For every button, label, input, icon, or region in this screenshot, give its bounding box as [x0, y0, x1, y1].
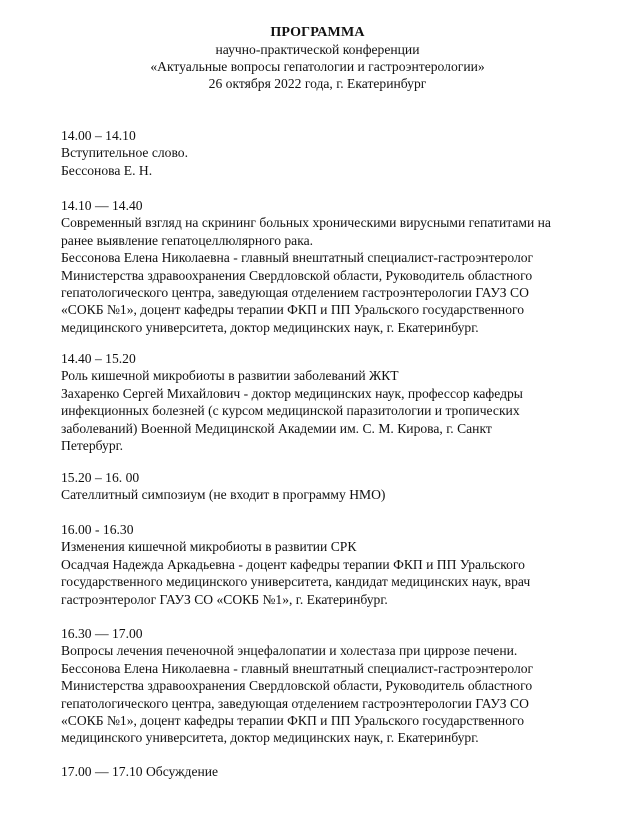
- session-line: Изменения кишечной микробиоты в развитии СРК: [61, 539, 357, 555]
- session-block: [61, 127, 621, 179]
- session-line: Министерства здравоохранения Свердловской области, Руководитель областного: [61, 678, 533, 694]
- session-line: гепатологического центра, заведующая отделением гастроэнтерологии ГАУЗ СО: [61, 695, 529, 711]
- session-line: инфекционных болезней (с курсом медицинской паразитологии и тропических: [61, 403, 520, 419]
- session-line: Осадчая Надежда Аркадьевна - доцент кафедры терапии ФКП и ПП Уральского: [61, 556, 525, 572]
- conference-date-place: 26 октября 2022 года, г. Екатеринбург: [208, 76, 427, 91]
- program-header: [0, 24, 635, 92]
- program-title: ПРОГРАММА: [270, 25, 365, 40]
- program-subtitle: научно-практической конференции: [215, 42, 420, 57]
- session-line: «СОКБ №1», доцент кафедры терапии ФКП и ПП Уральского государственного: [61, 713, 525, 729]
- session-time: 14.00 – 14.10: [61, 128, 136, 143]
- session-time: 17.00 — 17.10 Обсуждение: [61, 764, 219, 779]
- session-time: 15.20 – 16. 00: [61, 470, 140, 485]
- session-block: [61, 625, 621, 747]
- session-line: медицинского университета, доктор медицинских наук, г. Екатеринбург.: [61, 319, 479, 335]
- session-line: «СОКБ №1», доцент кафедры терапии ФКП и ПП Уральского государственного: [61, 302, 525, 318]
- session-line: Петербург.: [61, 438, 124, 454]
- session-line: ранее выявление гепатоцеллюлярного рака.: [61, 232, 314, 248]
- session-line: Современный взгляд на скрининг больных хроническими вирусными гепатитами на: [61, 215, 551, 231]
- session-line: Вопросы лечения печеночной энцефалопатии и холестаза при циррозе печени.: [61, 643, 518, 659]
- session-block: [61, 521, 621, 608]
- session-line: Захаренко Сергей Михайлович - доктор медицинских наук, профессор кафедры: [61, 385, 523, 401]
- session-line: заболеваний) Военной Медицинской Академии им. С. М. Кирова, г. Санкт: [61, 420, 492, 436]
- session-line: Бессонова Елена Николаевна - главный внештатный специалист-гастроэнтеролог: [61, 660, 534, 676]
- session-time: 14.10 — 14.40: [61, 198, 143, 213]
- session-line: гепатологического центра, заведующая отделением гастроэнтерологии ГАУЗ СО: [61, 285, 529, 301]
- session-block: [61, 763, 621, 780]
- session-block: [61, 350, 621, 454]
- session-time: 16.00 - 16.30: [61, 522, 134, 537]
- session-line: государственного медицинского университета, кандидат медицинских наук, врач: [61, 574, 531, 590]
- session-time: 14.40 – 15.20: [61, 351, 136, 366]
- session-block: [61, 197, 621, 336]
- session-line: Роль кишечной микробиоты в развитии заболеваний ЖКТ: [61, 368, 399, 384]
- session-line: Бессонова Елена Николаевна - главный внештатный специалист-гастроэнтеролог: [61, 250, 534, 266]
- session-line: гастроэнтеролог ГАУЗ СО «СОКБ №1», г. Екатеринбург.: [61, 591, 388, 607]
- session-line: Министерства здравоохранения Свердловской области, Руководитель областного: [61, 267, 533, 283]
- session-line: медицинского университета, доктор медицинских наук, г. Екатеринбург.: [61, 730, 479, 746]
- session-line: Вступительное слово.: [61, 145, 188, 161]
- conference-theme: «Актуальные вопросы гепатологии и гастроэнтерологии»: [150, 59, 485, 74]
- session-block: [61, 469, 621, 504]
- session-time: 16.30 — 17.00: [61, 626, 143, 641]
- session-line: Сателлитный симпозиум (не входит в программу НМО): [61, 487, 386, 503]
- session-line: Бессонова Е. Н.: [61, 162, 153, 178]
